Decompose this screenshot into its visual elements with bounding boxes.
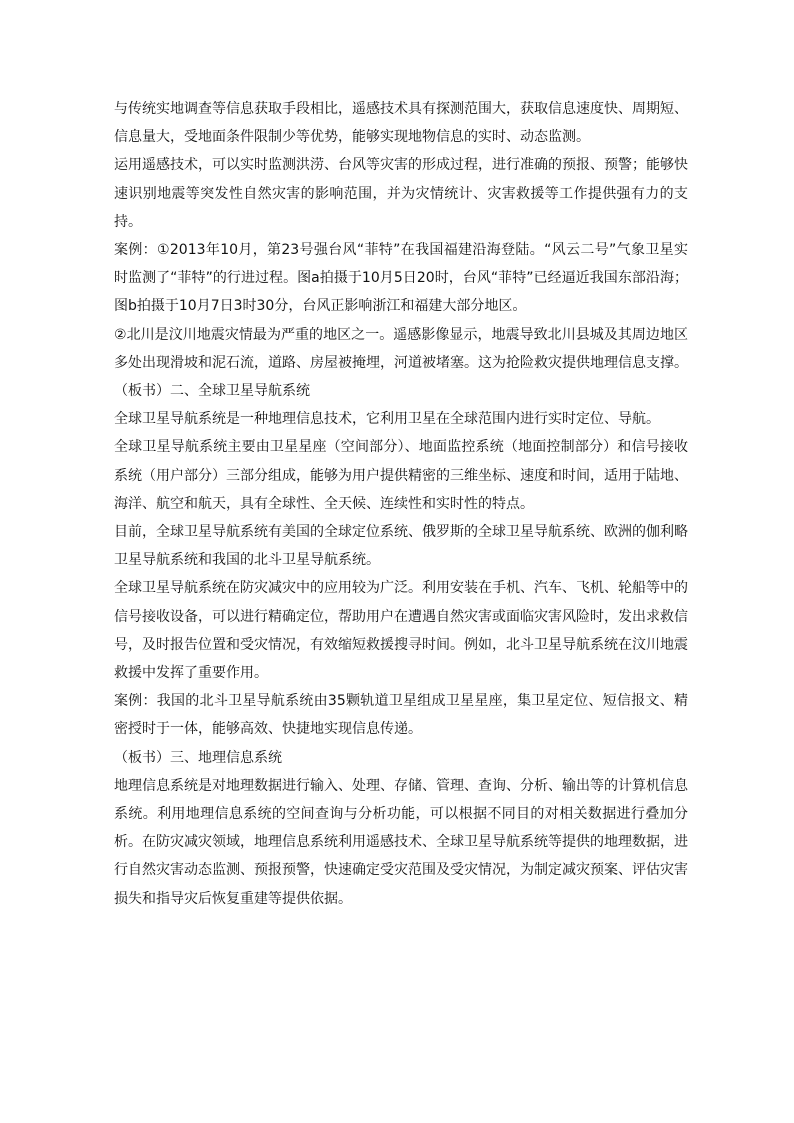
- paragraph-gnss-components: 全球卫星导航系统主要由卫星星座（空间部分）、地面监控系统（地面控制部分）和信号接收系统（用户部分）三部分组成，能够为用户提供精密的三维坐标、速度和时间，适用于陆地、海洋、航空和航天，具有全球性、全天候、连续性和实时性的特点。: [114, 439, 688, 512]
- paragraph-case-beidou: 案例：我国的北斗卫星导航系统由35颗轨道卫星组成卫星星座，集卫星定位、短信报文、精密授时于一体，能够高效、快捷地实现信息传递。: [114, 693, 688, 738]
- paragraph-gnss-systems: 目前，全球卫星导航系统有美国的全球定位系统、俄罗斯的全球卫星导航系统、欧洲的伽利略卫星导航系统和我国的北斗卫星导航系统。: [114, 524, 688, 569]
- paragraph-gnss-disaster-use: 全球卫星导航系统在防灾减灾中的应用较为广泛。利用安装在手机、汽车、飞机、轮船等中的信号接收设备，可以进行精确定位，帮助用户在遭遇自然灾害或面临灾害风险时，发出求救信号，及时报告位置和受灾情况，有效缩短救援搜寻时间。例如，北斗卫星导航系统在汶川地震救援中发挥了重要作用。: [114, 580, 688, 682]
- paragraph-case-beichuan: ②北川是汶川地震灾情最为严重的地区之一。遥感影像显示，地震导致北川县城及其周边地区多处出现滑坡和泥石流，道路、房屋被掩埋，河道被堵塞。这为抢险救灾提供地理信息支撑。: [114, 326, 688, 371]
- paragraph-gnss-definition: 全球卫星导航系统是一种地理信息技术，它利用卫星在全球范围内进行实时定位、导航。: [114, 411, 660, 428]
- paragraph-case-typhoon-fitow: 案例：①2013年10月，第23号强台风“菲特”在我国福建沿海登陆。“风云二号”气象卫星实时监测了“菲特”的行进过程。图a拍摄于10月5日20时，台风“菲特”已经逼近我国东部沿海；图b拍摄于10月7日3时30分，台风正影响浙江和福建大部分地区。: [114, 242, 688, 315]
- section-heading-gnss: （板书）二、全球卫星导航系统: [114, 383, 310, 400]
- document-page: [114, 95, 688, 913]
- paragraph-remote-sensing-applications: 运用遥感技术，可以实时监测洪涝、台风等灾害的形成过程，进行准确的预报、预警；能够快速识别地震等突发性自然灾害的影响范围，并为灾情统计、灾害救援等工作提供强有力的支持。: [114, 157, 688, 230]
- paragraph-remote-sensing-advantages: 与传统实地调查等信息获取手段相比，遥感技术具有探测范围大，获取信息速度快、周期短、信息量大，受地面条件限制少等优势，能够实现地物信息的实时、动态监测。: [114, 101, 688, 146]
- section-heading-gis: （板书）三、地理信息系统: [114, 749, 282, 766]
- paragraph-gis-definition: 地理信息系统是对地理数据进行输入、处理、存储、管理、查询、分析、输出等的计算机信息系统。利用地理信息系统的空间查询与分析功能，可以根据不同目的对相关数据进行叠加分析。在防灾减灾领域，地理信息系统利用遥感技术、全球卫星导航系统等提供的地理数据，进行自然灾害动态监测、预报预警，快速确定受灾范围及受灾情况，为制定减灾预案、评估灾害损失和指导灾后恢复重建等提供依据。: [114, 777, 688, 907]
